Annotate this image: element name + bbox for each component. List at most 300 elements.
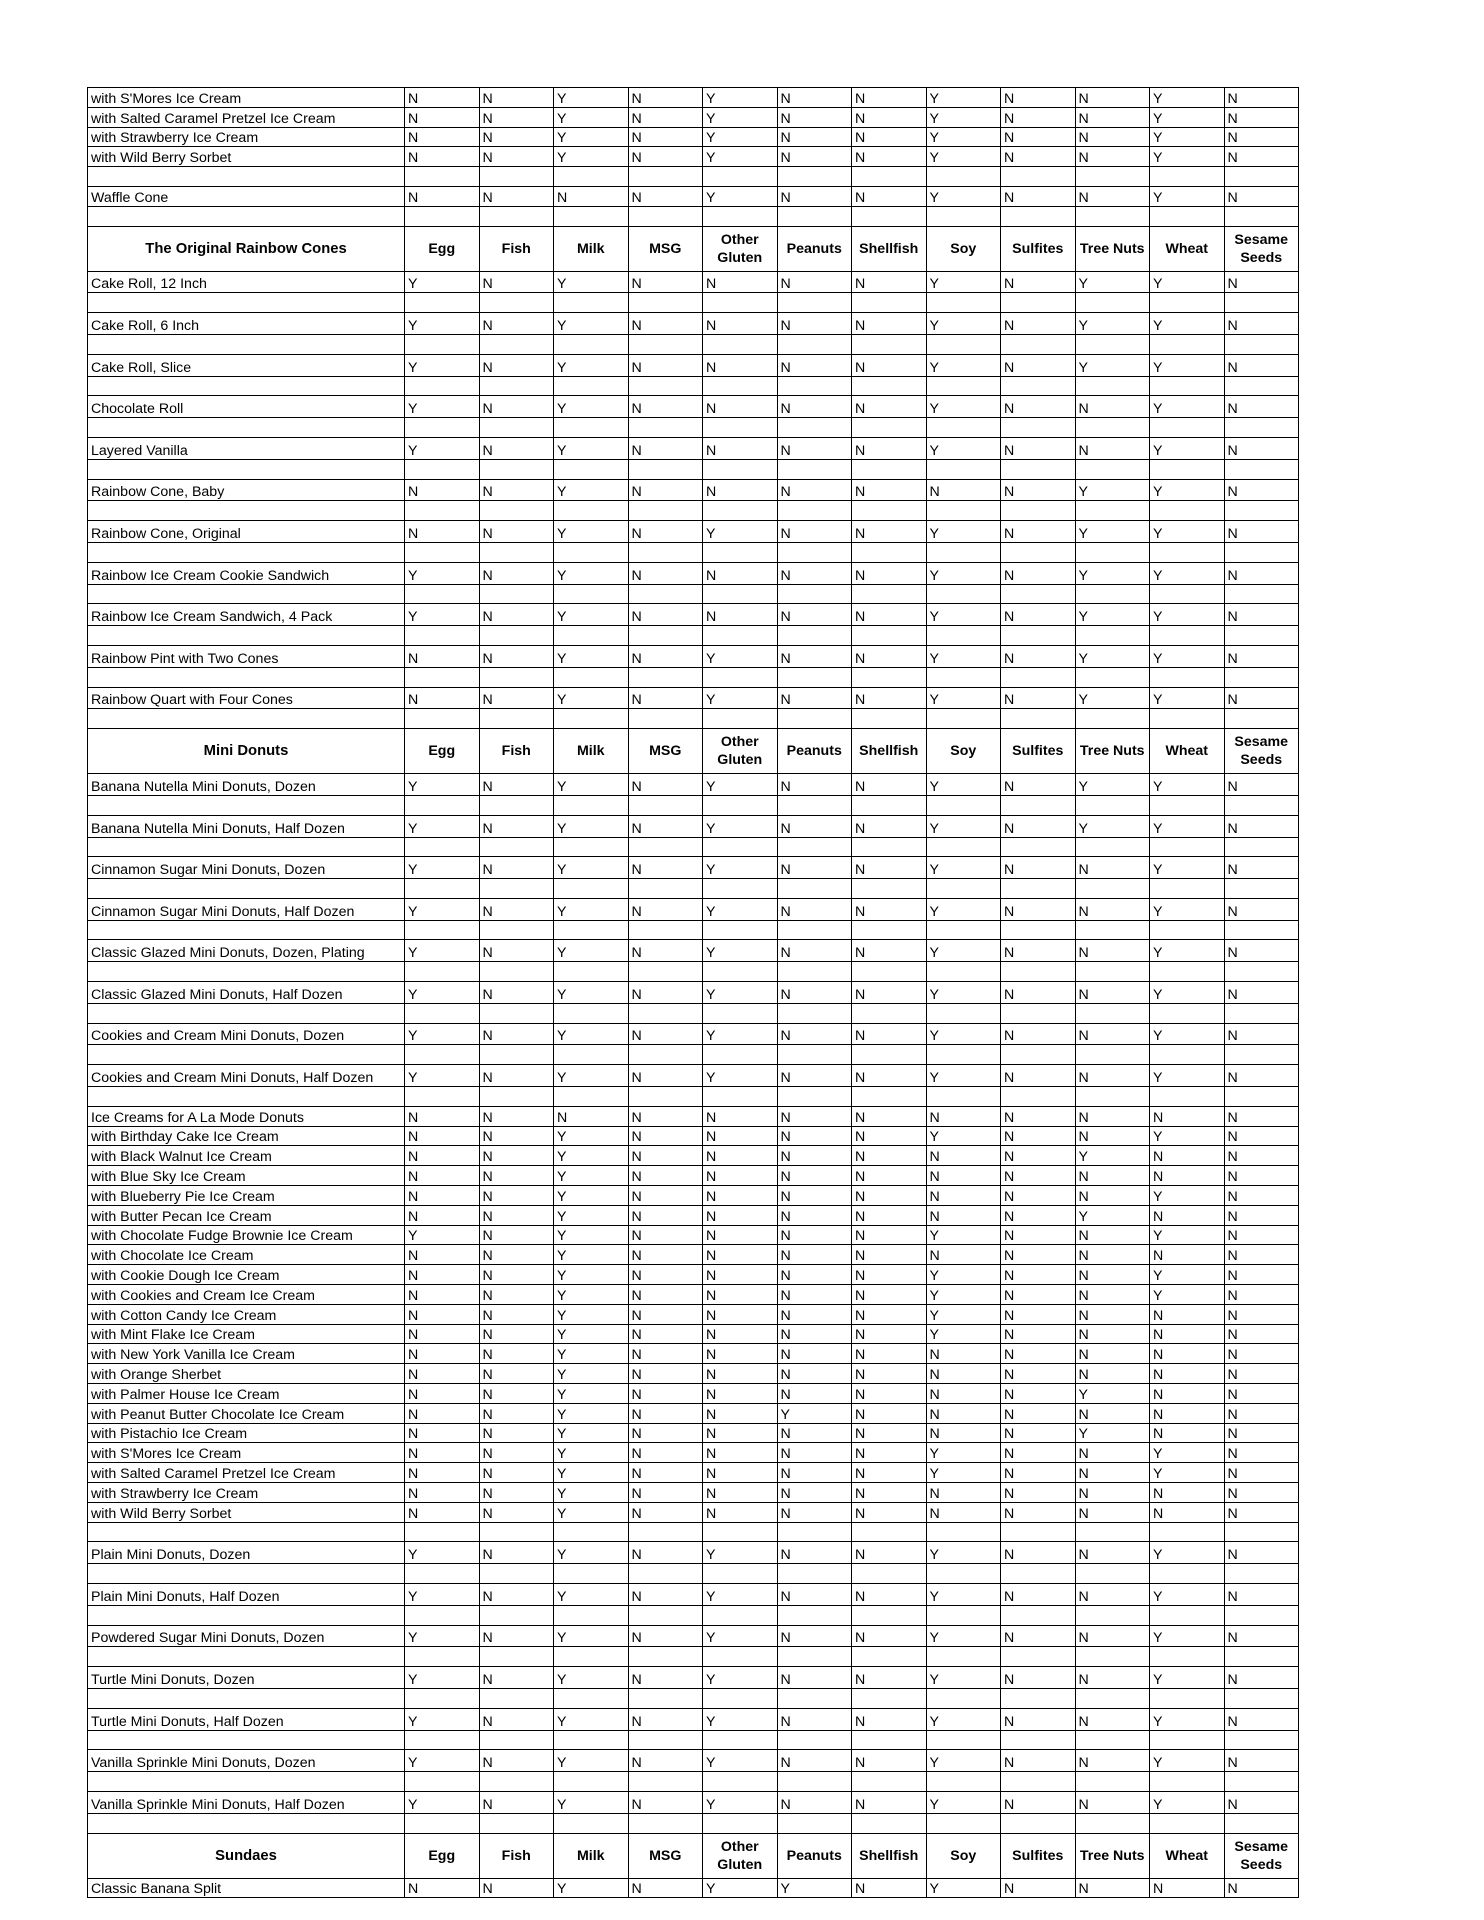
allergen-value: N [852, 1106, 927, 1126]
empty-cell [1224, 1813, 1299, 1833]
allergen-value: N [1001, 857, 1076, 879]
item-name: with Pistachio Ice Cream [88, 1423, 405, 1443]
table-row [88, 1186, 1299, 1206]
empty-cell [1001, 1813, 1076, 1833]
allergen-value: Y [405, 1583, 480, 1605]
empty-cell [88, 1087, 405, 1107]
empty-cell [703, 1564, 778, 1584]
column-header: Tree Nuts [1075, 226, 1150, 271]
allergen-value: N [628, 1166, 703, 1186]
empty-cell [628, 1647, 703, 1667]
empty-cell [852, 293, 927, 313]
allergen-value: N [926, 1423, 1001, 1443]
allergen-value: Y [554, 1625, 629, 1647]
allergen-value: N [479, 1023, 554, 1045]
allergen-value: N [628, 1583, 703, 1605]
table-row [88, 1364, 1299, 1384]
allergen-value: Y [554, 1791, 629, 1813]
allergen-value: N [852, 1285, 927, 1305]
empty-cell [926, 1087, 1001, 1107]
empty-cell [88, 1647, 405, 1667]
empty-cell [1075, 1045, 1150, 1065]
allergen-value: Y [1150, 562, 1225, 584]
item-name: with Chocolate Fudge Brownie Ice Cream [88, 1225, 405, 1245]
allergen-value: N [777, 354, 852, 376]
allergen-value: N [703, 354, 778, 376]
allergen-value: N [1001, 313, 1076, 335]
column-header: Fish [479, 1833, 554, 1878]
empty-cell [777, 1813, 852, 1833]
allergen-value: Y [554, 1225, 629, 1245]
allergen-value: N [1001, 1583, 1076, 1605]
allergen-value: N [1075, 1265, 1150, 1285]
empty-cell [405, 962, 480, 982]
allergen-value: Y [554, 1023, 629, 1045]
allergen-value: N [777, 88, 852, 108]
section-header-row [88, 1833, 1299, 1878]
allergen-value: Y [554, 1483, 629, 1503]
allergen-value: Y [926, 940, 1001, 962]
empty-cell [926, 709, 1001, 729]
empty-cell [852, 418, 927, 438]
empty-cell [628, 920, 703, 940]
allergen-value: N [777, 1245, 852, 1265]
allergen-value: N [852, 1878, 927, 1898]
allergen-value: Y [1150, 313, 1225, 335]
allergen-value: N [852, 857, 927, 879]
allergen-value: Y [554, 1065, 629, 1087]
empty-cell [926, 920, 1001, 940]
allergen-value: Y [1075, 1423, 1150, 1443]
allergen-value: Y [1075, 521, 1150, 543]
empty-cell [479, 920, 554, 940]
empty-cell [703, 1772, 778, 1792]
empty-cell [554, 1813, 629, 1833]
table-row [88, 982, 1299, 1004]
empty-cell [1224, 709, 1299, 729]
empty-cell [1001, 293, 1076, 313]
allergen-value: N [628, 479, 703, 501]
allergen-value: N [1224, 1166, 1299, 1186]
empty-cell [1150, 1730, 1225, 1750]
empty-cell [926, 1605, 1001, 1625]
empty-cell [88, 1003, 405, 1023]
empty-cell [628, 795, 703, 815]
allergen-value: N [1150, 1878, 1225, 1898]
empty-cell [852, 1813, 927, 1833]
allergen-value: Y [926, 1265, 1001, 1285]
table-row [88, 1166, 1299, 1186]
allergen-value: N [852, 940, 927, 962]
allergen-value: Y [703, 857, 778, 879]
allergen-value: N [852, 1423, 927, 1443]
empty-cell [1001, 1772, 1076, 1792]
empty-cell [628, 376, 703, 396]
empty-cell [554, 167, 629, 187]
empty-cell [1150, 795, 1225, 815]
empty-cell [88, 542, 405, 562]
allergen-value: N [1224, 1304, 1299, 1324]
allergen-value: N [479, 1285, 554, 1305]
empty-cell [777, 1605, 852, 1625]
allergen-value: N [1150, 1304, 1225, 1324]
allergen-value: N [628, 1403, 703, 1423]
allergen-value: Y [1150, 1265, 1225, 1285]
allergen-value: N [852, 479, 927, 501]
allergen-value: N [703, 1225, 778, 1245]
empty-cell [479, 879, 554, 899]
empty-cell [703, 626, 778, 646]
allergen-value: N [703, 271, 778, 293]
empty-cell [1001, 542, 1076, 562]
allergen-value: N [777, 1483, 852, 1503]
allergen-value: N [852, 271, 927, 293]
empty-cell [405, 1087, 480, 1107]
allergen-value: N [479, 1708, 554, 1730]
empty-cell [479, 1564, 554, 1584]
table-row [88, 1463, 1299, 1483]
empty-cell [703, 667, 778, 687]
empty-cell [405, 334, 480, 354]
empty-cell [88, 709, 405, 729]
allergen-value: Y [1150, 1463, 1225, 1483]
allergen-value: N [1075, 1186, 1150, 1206]
allergen-value: N [777, 774, 852, 796]
allergen-value: Y [1150, 1791, 1225, 1813]
empty-cell [777, 879, 852, 899]
allergen-value: N [703, 313, 778, 335]
allergen-value: N [1001, 1023, 1076, 1045]
empty-cell [554, 1045, 629, 1065]
table-row [88, 186, 1299, 206]
empty-cell [703, 1730, 778, 1750]
spacer-row [88, 920, 1299, 940]
empty-cell [926, 501, 1001, 521]
empty-cell [1075, 334, 1150, 354]
empty-cell [703, 1087, 778, 1107]
allergen-value: N [1224, 437, 1299, 459]
empty-cell [1001, 334, 1076, 354]
allergen-value: Y [926, 88, 1001, 108]
column-header: Other Gluten [703, 1833, 778, 1878]
column-header: MSG [628, 1833, 703, 1878]
allergen-value: N [628, 1065, 703, 1087]
allergen-value: N [1075, 857, 1150, 879]
allergen-value: N [479, 1502, 554, 1522]
empty-cell [628, 584, 703, 604]
allergen-value: N [777, 1186, 852, 1206]
table-row [88, 1245, 1299, 1265]
allergen-value: Y [703, 1708, 778, 1730]
empty-cell [926, 1647, 1001, 1667]
allergen-value: N [1224, 1502, 1299, 1522]
allergen-value: Y [703, 127, 778, 147]
empty-cell [628, 962, 703, 982]
column-header: Soy [926, 226, 1001, 271]
allergen-value: N [405, 1126, 480, 1146]
allergen-value: Y [1075, 1384, 1150, 1404]
empty-cell [852, 709, 927, 729]
allergen-value: N [479, 815, 554, 837]
column-header: Egg [405, 226, 480, 271]
column-header: Tree Nuts [1075, 729, 1150, 774]
empty-cell [852, 667, 927, 687]
empty-cell [554, 584, 629, 604]
allergen-value: N [1224, 1023, 1299, 1045]
allergen-value: Y [405, 982, 480, 1004]
empty-cell [405, 920, 480, 940]
column-header: Wheat [1150, 1833, 1225, 1878]
empty-cell [703, 1647, 778, 1667]
empty-cell [703, 206, 778, 226]
empty-cell [777, 709, 852, 729]
empty-cell [1001, 1003, 1076, 1023]
allergen-value: N [1075, 147, 1150, 167]
allergen-value: N [777, 1667, 852, 1689]
allergen-value: N [703, 1106, 778, 1126]
allergen-value: N [1075, 1344, 1150, 1364]
empty-cell [852, 459, 927, 479]
empty-cell [1075, 1564, 1150, 1584]
allergen-value: Y [926, 1443, 1001, 1463]
allergen-value: Y [1075, 562, 1150, 584]
allergen-value: Y [554, 1502, 629, 1522]
allergen-value: Y [405, 1667, 480, 1689]
allergen-value: Y [703, 898, 778, 920]
spacer-row [88, 626, 1299, 646]
allergen-value: Y [926, 687, 1001, 709]
allergen-value: N [1075, 396, 1150, 418]
allergen-value: N [628, 1878, 703, 1898]
allergen-value: N [405, 1443, 480, 1463]
item-name: with Mint Flake Ice Cream [88, 1324, 405, 1344]
spacer-row [88, 1772, 1299, 1792]
allergen-value: N [1001, 1205, 1076, 1225]
allergen-value: N [852, 1304, 927, 1324]
empty-cell [554, 501, 629, 521]
section-header-row [88, 729, 1299, 774]
empty-cell [554, 1087, 629, 1107]
allergen-value: N [479, 687, 554, 709]
empty-cell [628, 1730, 703, 1750]
allergen-value: N [1224, 186, 1299, 206]
item-name: with S'Mores Ice Cream [88, 1443, 405, 1463]
allergen-value: N [1150, 1384, 1225, 1404]
allergen-value: N [628, 604, 703, 626]
item-name: Cake Roll, Slice [88, 354, 405, 376]
empty-cell [703, 1813, 778, 1833]
allergen-value: N [405, 1403, 480, 1423]
spacer-row [88, 167, 1299, 187]
empty-cell [1224, 418, 1299, 438]
allergen-value: N [777, 857, 852, 879]
empty-cell [628, 1605, 703, 1625]
allergen-value: Y [703, 147, 778, 167]
empty-cell [479, 1003, 554, 1023]
empty-cell [628, 459, 703, 479]
allergen-value: N [1075, 127, 1150, 147]
allergen-value: N [1224, 1384, 1299, 1404]
allergen-value: N [479, 186, 554, 206]
allergen-value: N [479, 1542, 554, 1564]
empty-cell [926, 542, 1001, 562]
allergen-value: Y [703, 1065, 778, 1087]
table-row [88, 313, 1299, 335]
empty-cell [777, 1522, 852, 1542]
empty-cell [1224, 542, 1299, 562]
allergen-value: N [926, 1245, 1001, 1265]
empty-cell [1150, 334, 1225, 354]
allergen-value: N [1001, 354, 1076, 376]
empty-cell [554, 1564, 629, 1584]
empty-cell [703, 709, 778, 729]
allergen-value: N [1150, 1166, 1225, 1186]
allergen-value: N [1001, 1285, 1076, 1305]
column-header: Milk [554, 729, 629, 774]
allergen-value: N [703, 437, 778, 459]
empty-cell [777, 962, 852, 982]
allergen-value: N [852, 1750, 927, 1772]
allergen-value: Y [926, 437, 1001, 459]
allergen-value: Y [926, 857, 1001, 879]
allergen-value: N [777, 313, 852, 335]
empty-cell [405, 1564, 480, 1584]
item-name: Rainbow Cone, Baby [88, 479, 405, 501]
table-row [88, 1502, 1299, 1522]
allergen-value: Y [554, 88, 629, 108]
allergen-value: Y [405, 1225, 480, 1245]
allergen-value: N [1224, 1667, 1299, 1689]
allergen-value: Y [703, 1542, 778, 1564]
spacer-row [88, 418, 1299, 438]
allergen-value: Y [926, 898, 1001, 920]
allergen-value: Y [405, 774, 480, 796]
empty-cell [479, 709, 554, 729]
allergen-value: N [777, 1583, 852, 1605]
empty-cell [1001, 501, 1076, 521]
allergen-value: Y [926, 127, 1001, 147]
empty-cell [926, 626, 1001, 646]
empty-cell [777, 293, 852, 313]
column-header: Wheat [1150, 226, 1225, 271]
allergen-value: Y [1150, 1126, 1225, 1146]
allergen-value: N [628, 1265, 703, 1285]
empty-cell [1075, 795, 1150, 815]
allergen-value: Y [554, 898, 629, 920]
allergen-value: N [852, 1146, 927, 1166]
allergen-value: Y [926, 107, 1001, 127]
table-row [88, 147, 1299, 167]
empty-cell [926, 962, 1001, 982]
allergen-value: Y [703, 1625, 778, 1647]
empty-cell [852, 542, 927, 562]
allergen-value: N [1150, 1502, 1225, 1522]
allergen-value: N [777, 1285, 852, 1305]
empty-cell [703, 1605, 778, 1625]
allergen-value: N [1001, 88, 1076, 108]
allergen-value: Y [554, 1403, 629, 1423]
allergen-value: N [1075, 1542, 1150, 1564]
empty-cell [1150, 1522, 1225, 1542]
allergen-value: N [1001, 107, 1076, 127]
allergen-value: Y [926, 1065, 1001, 1087]
column-header: Other Gluten [703, 226, 778, 271]
allergen-value: Y [1150, 1443, 1225, 1463]
allergen-value: N [1001, 815, 1076, 837]
allergen-value: N [479, 1324, 554, 1344]
empty-cell [479, 584, 554, 604]
empty-cell [479, 293, 554, 313]
allergen-value: N [628, 1384, 703, 1404]
item-name: with Palmer House Ice Cream [88, 1384, 405, 1404]
allergen-value: N [479, 1878, 554, 1898]
empty-cell [852, 1688, 927, 1708]
allergen-value: Y [926, 1791, 1001, 1813]
empty-cell [703, 1045, 778, 1065]
empty-cell [852, 962, 927, 982]
allergen-value: N [777, 1463, 852, 1483]
empty-cell [88, 1730, 405, 1750]
allergen-value: Y [554, 774, 629, 796]
empty-cell [1224, 334, 1299, 354]
allergen-value: Y [703, 186, 778, 206]
table-row [88, 1205, 1299, 1225]
allergen-value: N [1001, 898, 1076, 920]
allergen-value: Y [926, 1285, 1001, 1305]
empty-cell [703, 879, 778, 899]
empty-cell [88, 1688, 405, 1708]
allergen-value: N [1224, 1625, 1299, 1647]
empty-cell [479, 1647, 554, 1667]
allergen-value: Y [703, 1583, 778, 1605]
item-name: Vanilla Sprinkle Mini Donuts, Dozen [88, 1750, 405, 1772]
allergen-value: Y [703, 982, 778, 1004]
empty-cell [88, 626, 405, 646]
empty-cell [1075, 1813, 1150, 1833]
empty-cell [479, 626, 554, 646]
allergen-value: N [1001, 562, 1076, 584]
allergen-value: Y [554, 982, 629, 1004]
allergen-value: N [405, 1285, 480, 1305]
allergen-value: N [628, 1708, 703, 1730]
empty-cell [777, 376, 852, 396]
item-name: with Wild Berry Sorbet [88, 1502, 405, 1522]
empty-cell [1150, 667, 1225, 687]
allergen-value: N [1224, 1443, 1299, 1463]
empty-cell [1150, 206, 1225, 226]
empty-cell [926, 167, 1001, 187]
empty-cell [479, 334, 554, 354]
empty-cell [1001, 1688, 1076, 1708]
spacer-row [88, 542, 1299, 562]
allergen-value: Y [554, 1667, 629, 1689]
allergen-value: N [1075, 88, 1150, 108]
empty-cell [479, 795, 554, 815]
empty-cell [926, 1730, 1001, 1750]
empty-cell [1224, 1605, 1299, 1625]
allergen-value: Y [926, 815, 1001, 837]
spacer-row [88, 376, 1299, 396]
empty-cell [1150, 1564, 1225, 1584]
allergen-value: N [405, 1106, 480, 1126]
allergen-value: N [479, 604, 554, 626]
allergen-value: N [628, 313, 703, 335]
column-header: Soy [926, 729, 1001, 774]
empty-cell [777, 1647, 852, 1667]
empty-cell [1224, 501, 1299, 521]
empty-cell [1075, 709, 1150, 729]
empty-cell [88, 879, 405, 899]
